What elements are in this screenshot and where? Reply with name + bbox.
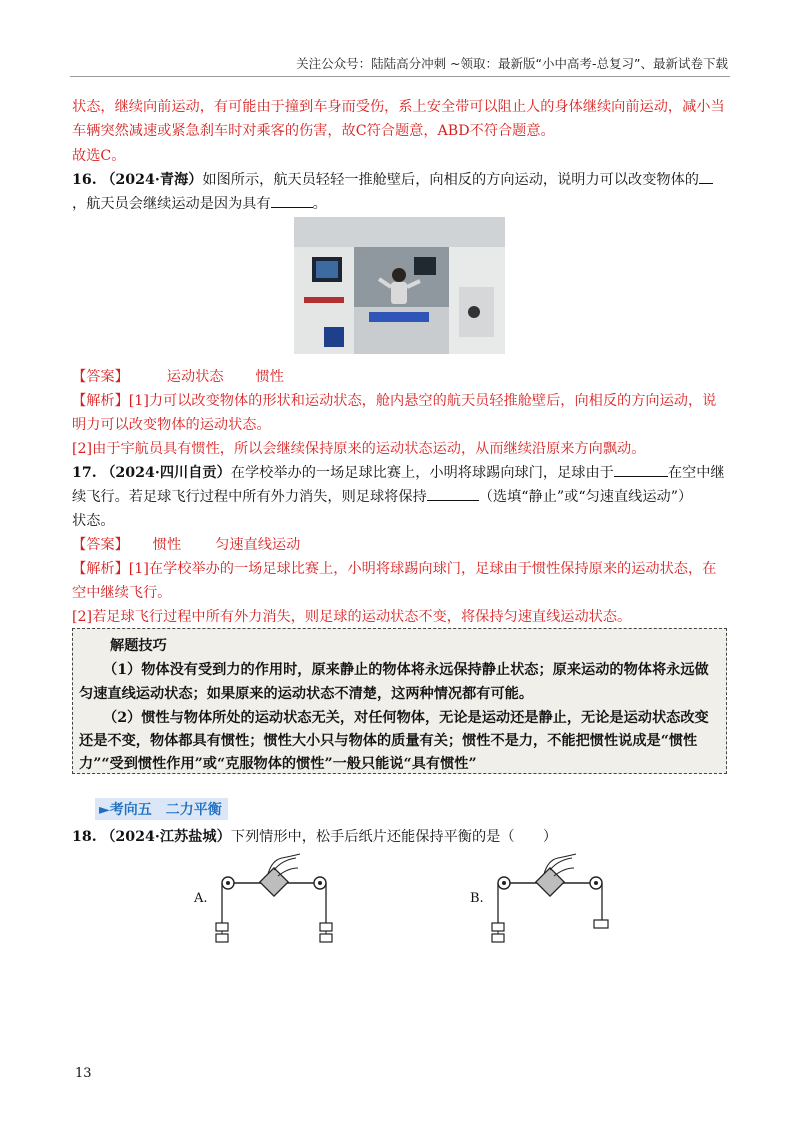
option-b-label: B. xyxy=(470,891,484,906)
weight-icon xyxy=(492,923,504,931)
question-text: 在学校举办的一场足球比赛上，小明将球踢向球门，足球由于 xyxy=(230,465,614,481)
question-source: （2024·江苏盐城） xyxy=(101,829,231,845)
q16-analysis-line: 明力可以改变物体的运动状态。 xyxy=(72,417,271,433)
astronaut-photo xyxy=(294,217,505,354)
q16-analysis-line: [2]由于宇航员具有惯性，所以会继续保持原来的运动状态运动，从而继续沿原来方向飘动。 xyxy=(72,441,646,457)
analysis-label: 【解析】 xyxy=(72,561,129,577)
question-16-line2 xyxy=(72,193,327,213)
q17-analysis-line: [2]若足球飞行过程中所有外力消失，则足球的运动状态不变，将保持匀速直线运动状态。 xyxy=(72,609,632,625)
question-text: 在空中继 xyxy=(667,465,725,481)
answer-blank xyxy=(427,486,479,501)
question-text: 如图所示，航天员轻轻一推舱壁后，向相反的方向运动，说明力可以改变物体的 xyxy=(202,172,699,188)
q16-answer xyxy=(72,366,284,386)
prev-answer-line: 车辆突然减速或紧急刹车时对乘客的伤害，故C符合题意，ABD不符合题意。 xyxy=(72,123,555,139)
answer-value: 匀速直线运动 xyxy=(215,537,301,553)
question-text: 下列情形中，松手后纸片还能保持平衡的是（ ） xyxy=(230,829,558,845)
tips-line: （2）惯性与物体所处的运动状态无关，对任何物体，无论是运动还是静止，无论是运动状态改变 xyxy=(103,710,709,726)
answer-value: 运动状态 xyxy=(166,369,224,385)
tips-line: 还是不变，物体都具有惯性；惯性大小只与物体的质量有关；惯性不是力，不能把惯性说成是“惯性 xyxy=(79,733,698,749)
q17-answer xyxy=(72,534,300,554)
weight-icon xyxy=(320,923,332,931)
weight-icon xyxy=(216,923,228,931)
header-rule xyxy=(70,76,730,77)
question-18 xyxy=(72,826,557,846)
page-number: 13 xyxy=(75,1066,92,1081)
question-17-line3: 状态。 xyxy=(72,513,115,529)
weight-icon xyxy=(492,934,504,942)
question-text-end: 。 xyxy=(312,196,327,212)
tips-line: 匀速直线运动状态；如果原来的运动状态不清楚，这两种情况都有可能。 xyxy=(79,686,534,702)
question-text: ，航天员会继续运动是因为具有 xyxy=(72,196,271,212)
answer-blank xyxy=(699,169,713,184)
question-source: （2024·青海） xyxy=(101,172,203,188)
question-text: （选填“静止”或“匀速直线运动”） xyxy=(478,489,693,505)
question-source: （2024·四川自贡） xyxy=(101,465,231,481)
answer-blank xyxy=(271,193,313,208)
q16-analysis xyxy=(72,390,716,410)
question-16 xyxy=(72,169,713,189)
diagram-a xyxy=(212,850,342,950)
page-header: 关注公众号：陆陆高分冲刺 ~领取：最新版“小中高考-总复习”、最新试卷下载 xyxy=(296,56,728,71)
tips-box xyxy=(72,628,727,774)
analysis-text: [1]在学校举办的一场足球比赛上，小明将球踢向球门，足球由于惯性保持原来的运动状态，在 xyxy=(128,561,717,577)
question-number: 17. xyxy=(72,465,97,481)
analysis-text: [1]力可以改变物体的形状和运动状态，舱内悬空的航天员轻推舱壁后，向相反的方向运动，说 xyxy=(128,393,717,409)
question-17 xyxy=(72,462,725,482)
answer-value: 惯性 xyxy=(255,369,284,385)
diagram-b xyxy=(488,850,618,950)
q17-analysis-line: 空中继续飞行。 xyxy=(72,585,172,601)
tips-line: 力”“受到惯性作用”或“克服物体的惯性”一般只能说“具有惯性” xyxy=(79,756,477,772)
option-a-label: A. xyxy=(194,891,208,906)
prev-answer-conclusion: 故选C。 xyxy=(72,148,126,164)
weight-icon xyxy=(216,934,228,942)
answer-label: 【答案】 xyxy=(72,369,129,385)
question-number: 16. xyxy=(72,172,97,188)
prev-answer-line: 状态，继续向前运动，有可能由于撞到车身而受伤，系上安全带可以阻止人的身体继续向前运动，减小当 xyxy=(72,99,725,115)
question-number: 18. xyxy=(72,829,97,845)
answer-label: 【答案】 xyxy=(72,537,129,553)
answer-value: 惯性 xyxy=(152,537,182,553)
weight-icon xyxy=(320,934,332,942)
question-17-line2 xyxy=(72,486,692,506)
analysis-label: 【解析】 xyxy=(72,393,129,409)
weight-icon xyxy=(594,920,608,928)
q17-analysis xyxy=(72,558,716,578)
tips-title: 解题技巧 xyxy=(110,638,167,654)
question-text: 续飞行。若足球飞行过程中所有外力消失，则足球将保持 xyxy=(72,489,427,505)
answer-blank xyxy=(614,462,668,477)
tips-line: （1）物体没有受到力的作用时，原来静止的物体将永远保持静止状态；原来运动的物体将永远做 xyxy=(103,662,709,678)
section-heading: ►考向五 二力平衡 xyxy=(95,798,228,820)
